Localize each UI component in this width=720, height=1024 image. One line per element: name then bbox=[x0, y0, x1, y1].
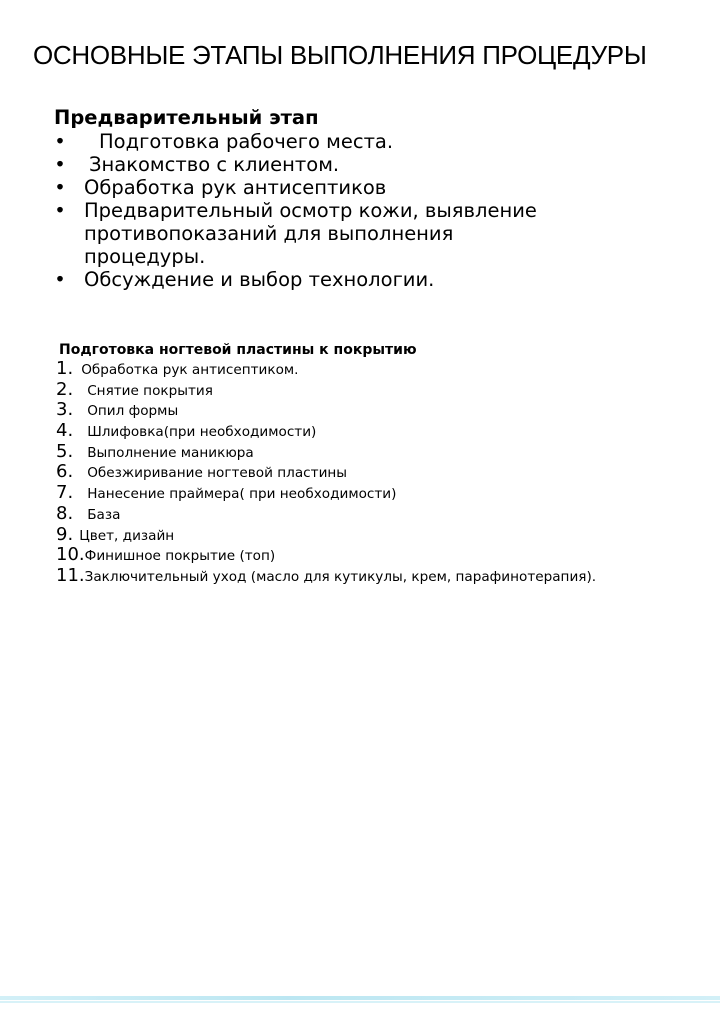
list-number: 2. bbox=[56, 378, 74, 400]
list-item-text: Обсуждение и выбор технологии. bbox=[84, 268, 435, 291]
page-title: ОСНОВНЫЕ ЭТАПЫ ВЫПОЛНЕНИЯ ПРОЦЕДУРЫ bbox=[33, 40, 647, 70]
list-item bbox=[56, 359, 696, 380]
bullet-marker: • bbox=[54, 130, 66, 153]
list-item-text: База bbox=[87, 506, 121, 523]
list-number: 7. bbox=[56, 482, 74, 504]
list-item-text: Заключительный уход (масло для кутикулы, крем, парафинотерапия). bbox=[84, 568, 597, 585]
list-item-text: Обработка рук антисептиком. bbox=[81, 362, 299, 378]
list-number: 10. bbox=[56, 544, 85, 566]
list-item bbox=[56, 566, 696, 587]
list-number: 9. bbox=[56, 523, 74, 545]
list-item bbox=[56, 525, 696, 546]
list-item bbox=[56, 545, 696, 566]
list-number: 5. bbox=[56, 440, 74, 462]
list-item bbox=[56, 483, 696, 504]
list-item bbox=[56, 442, 696, 463]
list-item bbox=[54, 130, 694, 153]
preparation-section bbox=[56, 341, 696, 587]
list-item-text: Снятие покрытия bbox=[87, 382, 213, 399]
list-item-text: Опил формы bbox=[87, 403, 179, 420]
list-item bbox=[54, 153, 694, 176]
list-number: 3. bbox=[56, 399, 74, 421]
bullet-marker: • bbox=[54, 199, 66, 222]
preparation-heading: Подготовка ногтевой пластины к покрытию bbox=[59, 342, 417, 358]
preliminary-heading: Предварительный этап bbox=[54, 106, 319, 129]
list-item-text: Шлифовка(при необходимости) bbox=[87, 424, 317, 441]
list-item-text: Финишное покрытие (топ) bbox=[84, 548, 276, 565]
list-item-text: Цвет, дизайн bbox=[79, 527, 175, 544]
list-item bbox=[54, 199, 554, 268]
list-item bbox=[56, 400, 696, 421]
bullet-marker: • bbox=[54, 176, 66, 199]
list-item-text: Подготовка рабочего места. bbox=[99, 130, 394, 153]
list-item-text: Выполнение маникюра bbox=[87, 444, 254, 461]
list-number: 6. bbox=[56, 461, 74, 483]
list-number: 8. bbox=[56, 502, 74, 524]
list-number: 4. bbox=[56, 420, 74, 442]
list-item bbox=[56, 380, 696, 401]
list-item-text: Знакомство с клиентом. bbox=[89, 153, 340, 176]
list-number: 11. bbox=[56, 564, 85, 586]
list-item-text: Предварительный осмотр кожи, выявление противопоказаний для выполнения процедуры. bbox=[84, 199, 537, 268]
list-number: 1. bbox=[56, 358, 74, 379]
list-item bbox=[54, 176, 694, 199]
preparation-list bbox=[56, 359, 696, 587]
footer-rule bbox=[0, 996, 720, 1000]
list-item bbox=[56, 421, 696, 442]
list-item-text: Обезжиривание ногтевой пластины bbox=[87, 465, 348, 482]
preliminary-section bbox=[54, 106, 694, 291]
footer-rule-shadow bbox=[0, 1001, 720, 1003]
bullet-marker: • bbox=[54, 153, 66, 176]
list-item bbox=[56, 462, 696, 483]
list-item-text: Нанесение праймера( при необходимости) bbox=[87, 486, 397, 503]
list-item-text: Обработка рук антисептиков bbox=[84, 176, 387, 199]
list-item bbox=[56, 504, 696, 525]
bullet-marker: • bbox=[54, 268, 66, 291]
preliminary-list bbox=[54, 130, 694, 291]
list-item bbox=[54, 268, 694, 291]
